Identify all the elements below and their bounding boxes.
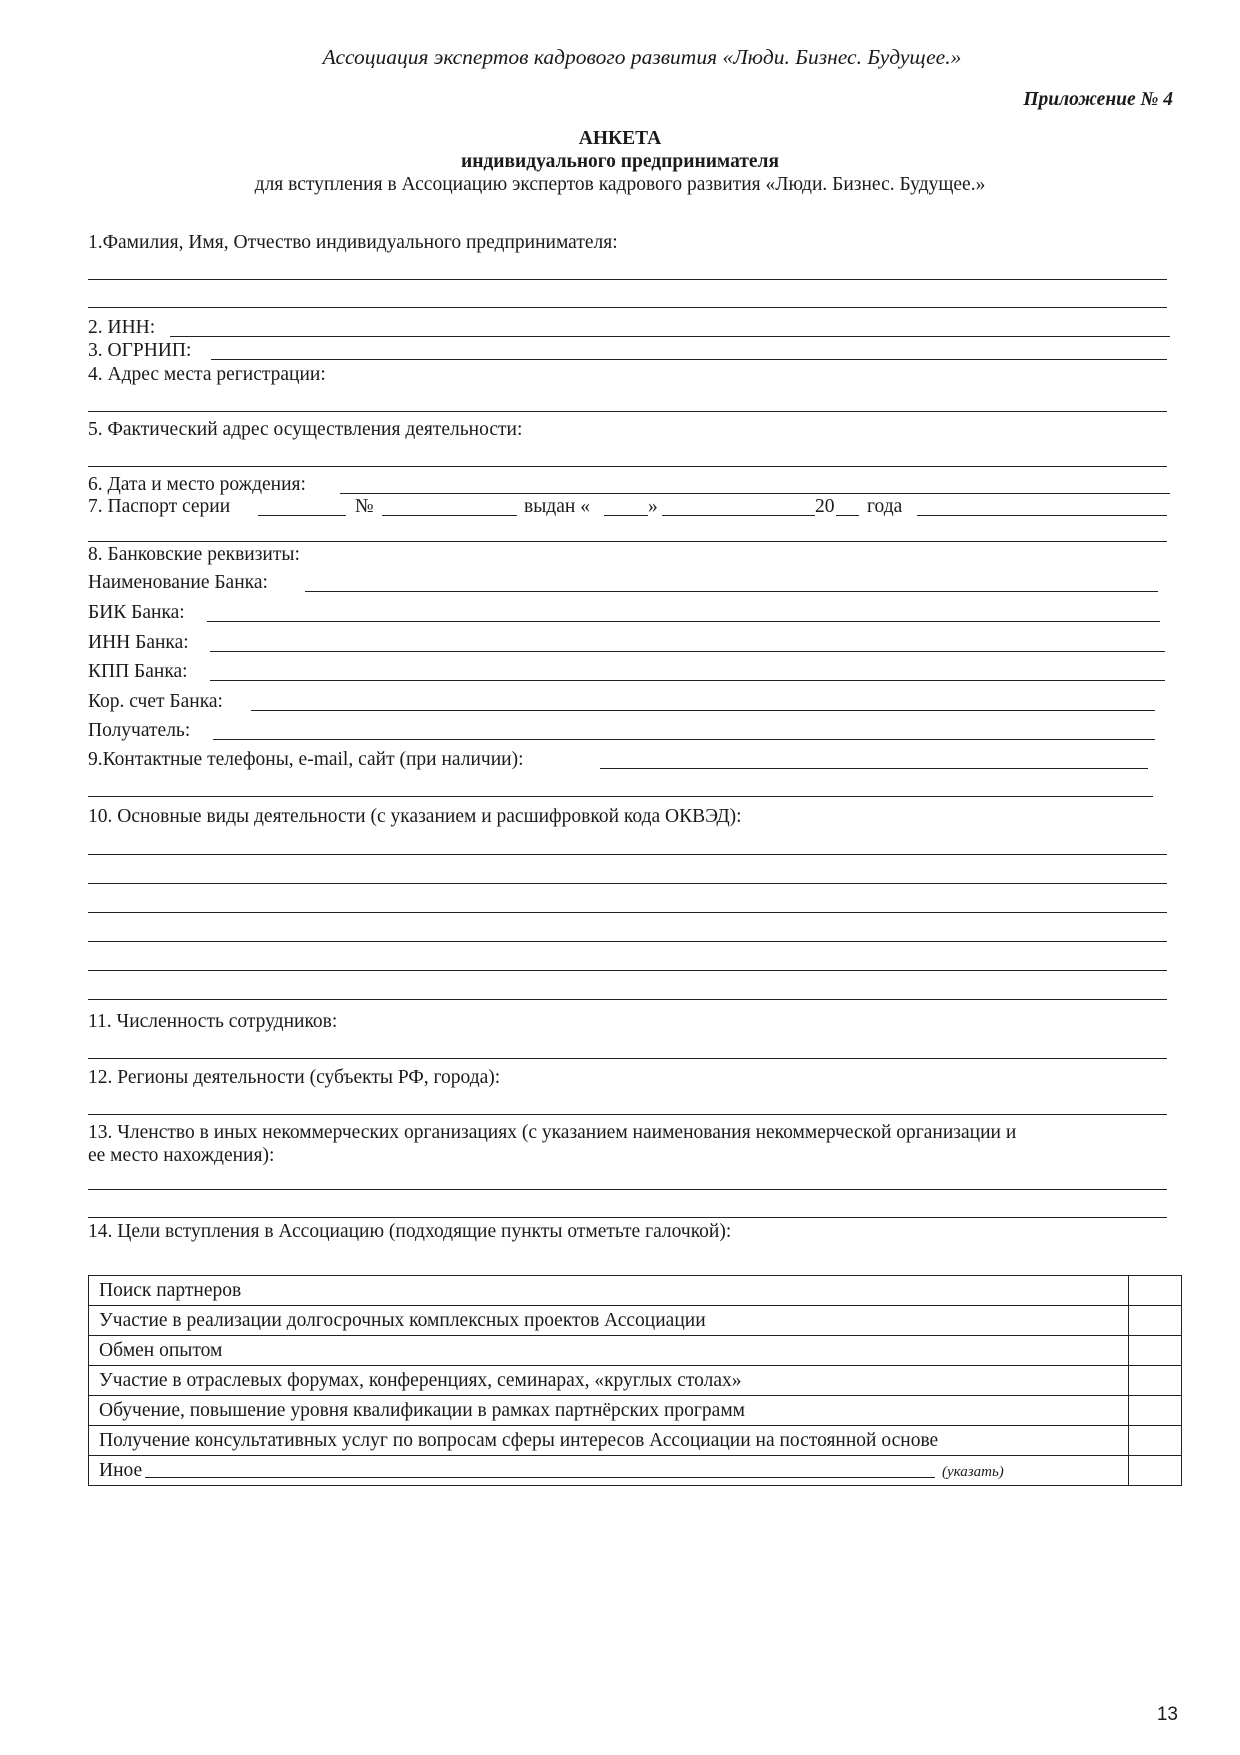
goal-checkbox-cell[interactable]: [1129, 1336, 1182, 1366]
recipient-line[interactable]: [213, 739, 1155, 740]
contacts-line-1[interactable]: [600, 768, 1148, 769]
goal-checkbox-cell[interactable]: [1129, 1456, 1182, 1486]
goal-checkbox-cell[interactable]: [1129, 1366, 1182, 1396]
goals-table: [88, 1275, 1182, 1486]
bank-bik-line[interactable]: [207, 621, 1160, 622]
field-label-bank-inn: ИНН Банка:: [88, 632, 189, 653]
bank-kpp-line[interactable]: [210, 680, 1165, 681]
inn-line[interactable]: [170, 336, 1170, 337]
field-label-bank-bik: БИК Банка:: [88, 602, 185, 623]
field-label-birth: 6. Дата и место рождения:: [88, 474, 306, 495]
activities-line-4[interactable]: [88, 941, 1167, 942]
passport-number-line[interactable]: [382, 515, 517, 516]
passport-year-line[interactable]: [836, 515, 859, 516]
passport-extra-line[interactable]: [88, 541, 1167, 542]
activities-line-3[interactable]: [88, 912, 1167, 913]
bank-name-line[interactable]: [305, 591, 1158, 592]
activities-line-5[interactable]: [88, 970, 1167, 971]
passport-quote-close: »: [648, 496, 658, 517]
goal-other-line[interactable]: [145, 1477, 935, 1478]
field-label-membership-cont: ее место нахождения):: [88, 1145, 275, 1166]
field-label-actual-address: 5. Фактический адрес осуществления деятельности:: [88, 419, 523, 440]
goal-row: [89, 1396, 1182, 1426]
passport-series-line[interactable]: [258, 515, 346, 516]
field-label-regions: 12. Регионы деятельности (субъекты РФ, города):: [88, 1067, 501, 1088]
goal-checkbox-cell[interactable]: [1129, 1396, 1182, 1426]
passport-year-prefix: 20: [815, 496, 835, 517]
appendix-label: Приложение № 4: [1023, 89, 1173, 110]
passport-day-line[interactable]: [604, 515, 648, 516]
field-label-bank-name: Наименование Банка:: [88, 572, 268, 593]
field-label-passport: 7. Паспорт серии: [88, 496, 231, 517]
association-header: Ассоциация экспертов кадрового развития «Люди. Бизнес. Будущее.»: [322, 45, 962, 69]
activities-line-1[interactable]: [88, 854, 1167, 855]
passport-number-sign: №: [355, 496, 374, 517]
goal-row: [89, 1426, 1182, 1456]
bank-corr-line[interactable]: [251, 710, 1155, 711]
regions-line[interactable]: [88, 1114, 1167, 1115]
form-purpose: для вступления в Ассоциацию экспертов кадрового развития «Люди. Бизнес. Будущее.»: [254, 174, 986, 195]
bank-inn-line[interactable]: [210, 651, 1165, 652]
activities-line-6[interactable]: [88, 999, 1167, 1000]
field-label-contacts: 9.Контактные телефоны, e-mail, сайт (при наличии):: [88, 749, 524, 770]
goal-other-label: Иное: [99, 1459, 143, 1481]
goal-checkbox-cell[interactable]: [1129, 1426, 1182, 1456]
page-number: 13: [1156, 1704, 1178, 1725]
passport-year-word: года: [867, 496, 903, 517]
form-title: АНКЕТА: [578, 128, 662, 149]
field-label-inn: 2. ИНН:: [88, 317, 156, 338]
contacts-line-2[interactable]: [88, 796, 1153, 797]
fullname-line-1[interactable]: [88, 279, 1167, 280]
field-label-fullname: 1.Фамилия, Имя, Отчество индивидуального предпринимателя:: [88, 232, 618, 253]
goal-row-other: [89, 1456, 1182, 1486]
goal-row: [89, 1276, 1182, 1306]
goal-row: [89, 1306, 1182, 1336]
fullname-line-2[interactable]: [88, 307, 1167, 308]
passport-issued-label: выдан «: [524, 496, 590, 517]
field-label-employees: 11. Численность сотрудников:: [88, 1011, 338, 1032]
goal-checkbox-cell[interactable]: [1129, 1276, 1182, 1306]
employees-line[interactable]: [88, 1058, 1167, 1059]
field-label-bank-corr: Кор. счет Банка:: [88, 691, 223, 712]
goal-label: Обмен опытом: [89, 1336, 1129, 1366]
goal-label: Поиск партнеров: [89, 1276, 1129, 1306]
actual-address-line[interactable]: [88, 466, 1167, 467]
goal-other-cell: [89, 1456, 1129, 1486]
goal-label: Участие в отраслевых форумах, конференциях, семинарах, «круглых столах»: [89, 1366, 1129, 1396]
birth-line[interactable]: [340, 493, 1170, 494]
field-label-bank: 8. Банковские реквизиты:: [88, 544, 300, 565]
field-label-bank-kpp: КПП Банка:: [88, 661, 188, 682]
reg-address-line[interactable]: [88, 411, 1167, 412]
goal-row: [89, 1366, 1182, 1396]
goal-label: Получение консультативных услуг по вопросам сферы интересов Ассоциации на постоянной основе: [89, 1426, 1129, 1456]
form-subtitle: индивидуального предпринимателя: [460, 151, 780, 172]
membership-line-1[interactable]: [88, 1189, 1167, 1190]
activities-line-2[interactable]: [88, 883, 1167, 884]
passport-issuer-line[interactable]: [917, 515, 1167, 516]
goal-label: Участие в реализации долгосрочных комплексных проектов Ассоциации: [89, 1306, 1129, 1336]
membership-line-2[interactable]: [88, 1217, 1167, 1218]
ogrnip-line[interactable]: [211, 359, 1167, 360]
goal-label: Обучение, повышение уровня квалификации в рамках партнёрских программ: [89, 1396, 1129, 1426]
goal-other-hint: (указать): [942, 1464, 1004, 1480]
passport-month-line[interactable]: [662, 515, 815, 516]
field-label-ogrnip: 3. ОГРНИП:: [88, 340, 192, 361]
field-label-membership: 13. Членство в иных некоммерческих организациях (с указанием наименования некоммерческой организации и: [88, 1122, 1017, 1143]
goal-row: [89, 1336, 1182, 1366]
field-label-goals: 14. Цели вступления в Ассоциацию (подходящие пункты отметьте галочкой):: [88, 1221, 732, 1242]
goal-checkbox-cell[interactable]: [1129, 1306, 1182, 1336]
field-label-recipient: Получатель:: [88, 720, 191, 741]
field-label-activities: 10. Основные виды деятельности (с указанием и расшифровкой кода ОКВЭД):: [88, 806, 742, 827]
field-label-reg-address: 4. Адрес места регистрации:: [88, 364, 326, 385]
